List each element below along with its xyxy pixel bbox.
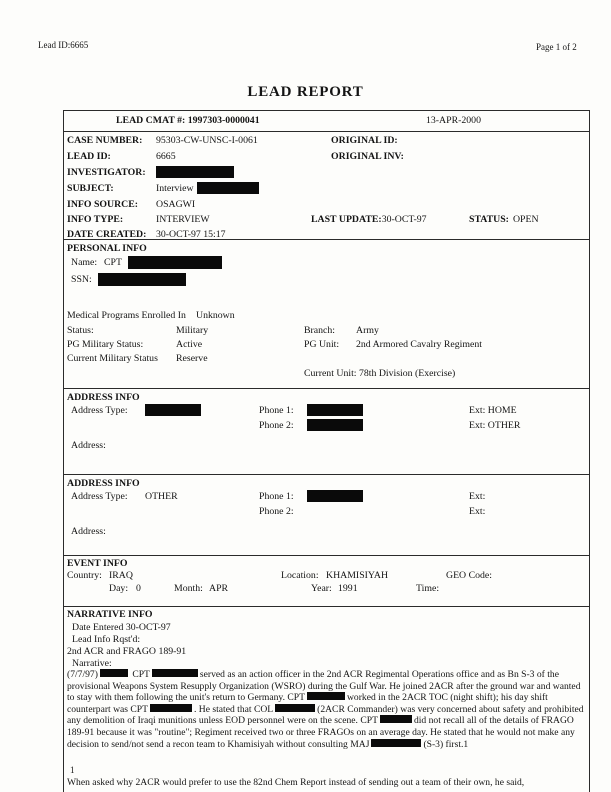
narrative-text: . He stated that COL [194,703,274,715]
current-unit: Current Unit: 78th Division (Exercise) [304,368,456,379]
narrative-paragraph-2: When asked why 2ACR would prefer to use the 82nd Chem Report instead of sending out a team of their own, he said, [67,777,525,788]
case-info-section [64,132,589,240]
redaction-bar [275,704,315,712]
location-value: KHAMISIYAH [326,570,389,581]
status-value: OPEN [512,214,539,225]
geo-code-label: GEO Code: [446,570,492,581]
country-label: Country: [67,570,102,581]
last-update-field [311,214,427,225]
current-military-status-label: Current Military Status [67,353,158,364]
country-value: IRAQ [109,570,133,581]
document-title: LEAD REPORT [247,84,364,100]
year-label: Year: [311,583,332,594]
case-number-value: 95303-CW-UNSC-I-0061 [156,135,258,146]
ssn-label: SSN: [71,274,92,285]
redaction-bar [307,692,345,700]
medical-programs-label: Medical Programs Enrolled In [67,310,186,321]
date-created-label: DATE CREATED: [67,229,147,240]
narrative-text: worked in the 2ACR TOC (night shift); his day shift counterpart was CPT [67,692,548,715]
footnote-mark: 1 [70,765,75,775]
month-label: Month: [174,583,203,594]
investigator-label: INVESTIGATOR: [67,167,146,178]
address-type-label: Address Type: [71,491,128,502]
redaction-bar [98,273,186,286]
name-value: CPT [104,257,122,268]
redaction-bar [152,669,198,677]
military-status-label: Status: [67,325,94,336]
address-info-section-2 [64,475,589,556]
redaction-bar [380,715,412,723]
narrative-paragraph [67,669,584,750]
phone1-label: Phone 1: [259,491,294,502]
narrative-text: served as an action officer in the 2nd ACR Regimental Operations office and as Bn S-3 of the provisional Weapons System Resupply Organization (WSRO) during the Gulf War. He joined 2ACR after the ground war and wanted to stay with them following the unit's return to Germany. CPT [67,669,581,704]
redaction-bar [150,704,192,712]
original-inv-label: ORIGINAL INV: [331,151,404,162]
lead-id-header: Lead ID:6665 [38,40,89,50]
date-created-value: 30-OCT-97 15:17 [156,229,226,240]
time-label: Time: [416,583,440,594]
ext-label: Ext: [469,491,486,502]
ext-label: Ext: [469,506,486,517]
address-label: Address: [71,526,106,537]
phone2-label: Phone 2: [259,420,294,431]
personal-info-section [64,240,589,389]
lead-cmat-number: LEAD CMAT #: 1997303-0000041 [116,115,260,126]
narrative-text: (2ACR Commander) was very concerned about safety and prohibited any demolition of Iraqi munitions unless EOD personnel were on the scene. CPT [67,703,584,727]
redaction-bar [307,490,363,502]
pg-unit-value: 2nd Armored Cavalry Regiment [356,339,482,350]
address-type-label: Address Type: [71,405,128,416]
narrative-text: CPT [129,669,150,680]
narrative-info-title: NARRATIVE INFO [67,609,153,620]
address-info-section-1 [64,389,589,475]
address-info-title: ADDRESS INFO [67,478,140,489]
redaction-bar [197,182,259,194]
lead-id-value: 6665 [156,151,176,162]
event-info-section [64,556,589,607]
ext-home: Ext: HOME [469,405,517,416]
phone1-label: Phone 1: [259,405,294,416]
location-label: Location: [281,570,319,581]
narrative-text: (S-3) first.1 [423,738,469,750]
address-info-title: ADDRESS INFO [67,392,140,403]
narrative-text: (7/7/97) [67,669,98,680]
lead-info-rqstd-label: Lead Info Rqst'd: [72,634,141,645]
medical-programs-value: Unknown [196,310,235,321]
phone2-label: Phone 2: [259,506,294,517]
month-value: APR [209,583,229,594]
event-info-title: EVENT INFO [67,558,128,569]
day-label: Day: [109,583,129,594]
info-type-value: INTERVIEW [156,214,210,225]
branch-value: Army [356,325,379,336]
pg-unit-label: PG Unit: [304,339,340,350]
name-label: Name: [71,257,98,268]
narrative-text: did not recall all of the details of FRAGO 189-91 because it was "routine"; Regiment received two or three FRAGOs on an average day. He stated that he would not make any decision to send/not send a recon team to Khamisiyah without consulting MAJ [67,715,575,750]
redaction-bar [156,166,234,178]
redaction-bar [371,739,421,747]
redaction-bar [145,404,201,416]
pg-military-status-value: Active [176,339,203,350]
info-source-value: OSAGWI [156,199,196,210]
date-entered: Date Entered 30-OCT-97 [72,622,171,633]
original-id-label: ORIGINAL ID: [331,135,398,146]
case-number-label: CASE NUMBER: [67,135,143,146]
status-label: STATUS: [469,214,509,225]
ext-other: Ext: OTHER [469,420,521,431]
info-type-label: INFO TYPE: [67,214,124,225]
narrative-label: Narrative: [72,658,112,669]
redaction-bar [100,669,128,677]
address-type-value: OTHER [145,491,178,502]
redaction-bar [128,256,222,269]
report-date: 13-APR-2000 [426,115,481,126]
lead-id-label: LEAD ID: [67,151,111,162]
last-update-value: 30-OCT-97 [381,214,427,225]
narrative-info-section [64,607,589,792]
subject-label: SUBJECT: [67,183,114,194]
military-status-value: Military [176,325,209,336]
last-update-label: LAST UPDATE: [311,214,382,225]
redaction-bar [307,404,363,416]
report-table [63,110,590,792]
current-military-status-value: Reserve [176,353,208,364]
report-header-row [64,111,589,132]
day-value: 0 [136,583,141,594]
redaction-bar [307,419,363,431]
address-label: Address: [71,440,106,451]
year-value: 1991 [338,583,358,594]
personal-info-title: PERSONAL INFO [67,243,147,254]
page-number: Page 1 of 2 [536,42,577,52]
lead-info-rqstd-value: 2nd ACR and FRAGO 189-91 [67,646,187,657]
pg-military-status-label: PG Military Status: [67,339,144,350]
branch-label: Branch: [304,325,336,336]
status-field [469,214,539,225]
info-source-label: INFO SOURCE: [67,199,139,210]
subject-value: Interview [156,183,194,194]
